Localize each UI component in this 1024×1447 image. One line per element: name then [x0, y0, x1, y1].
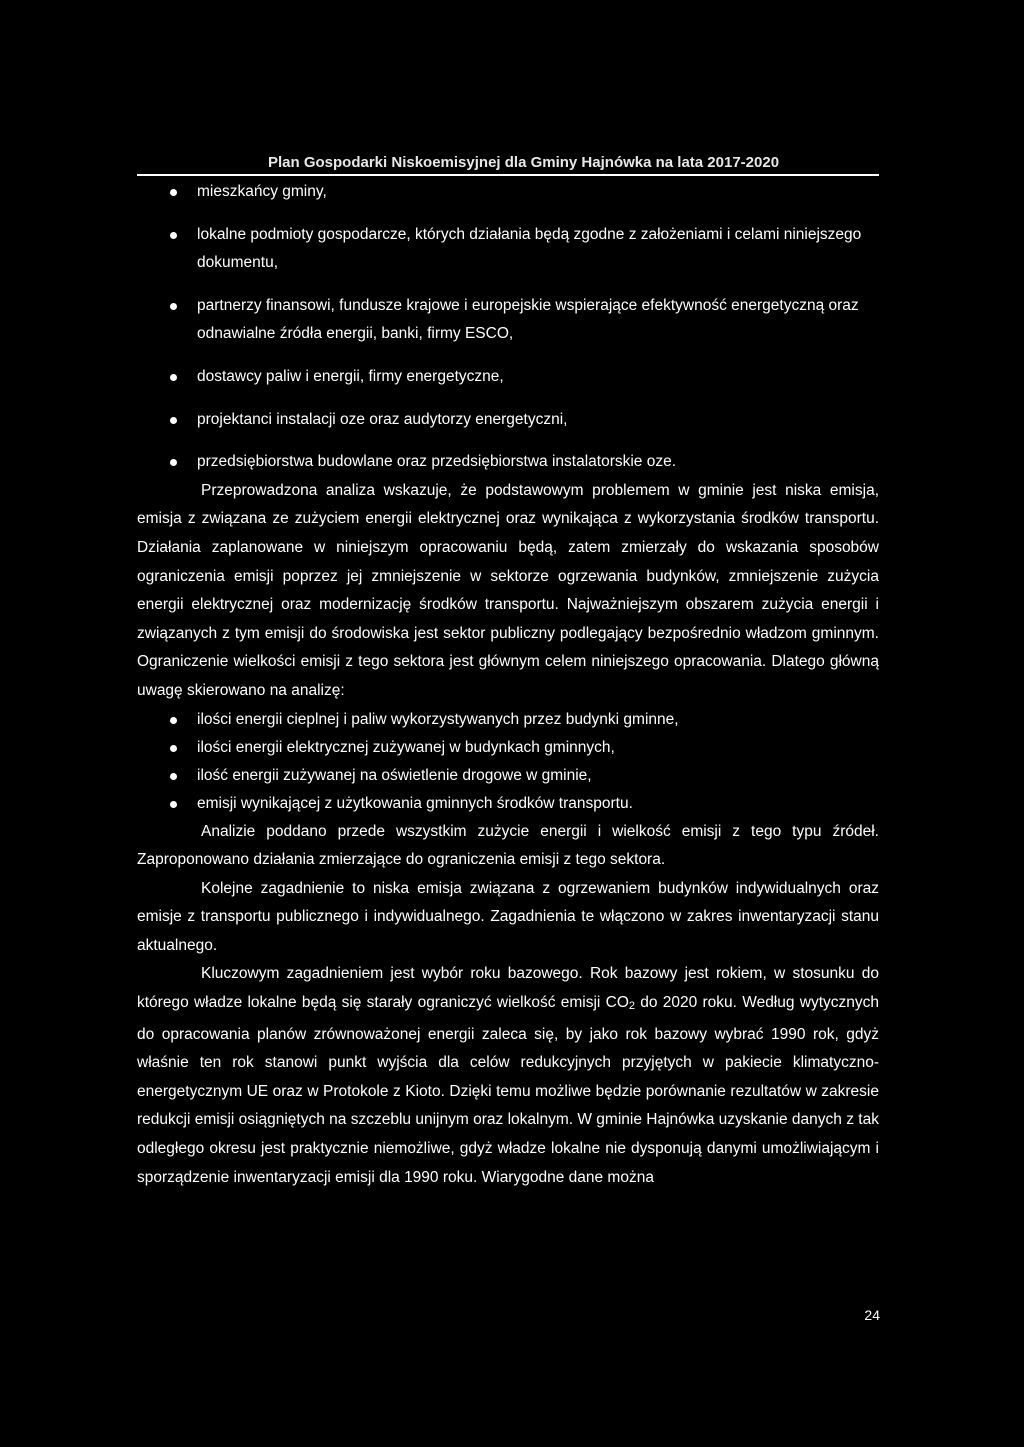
list-item	[137, 790, 879, 818]
page-number: 24	[864, 1307, 880, 1323]
list-item	[137, 363, 879, 392]
list-item-text: ilości energii elektrycznej zużywanej w budynkach gminnych,	[197, 738, 615, 756]
list-item	[137, 178, 879, 207]
list-item-text: emisji wynikającej z użytkowania gminnych środków transportu.	[197, 794, 633, 812]
bullet-icon	[170, 374, 177, 381]
list-item	[137, 762, 879, 790]
analysis-summary-paragraph: Analizie poddano przede wszystkim zużycie energii i wielkość emisji z tego typu źródeł. Zaproponowano działania zmierzające do ograniczenia emisji z tego sektora.	[137, 822, 879, 869]
running-header: Plan Gospodarki Niskoemisyjnej dla Gminy Hajnówka na lata 2017-2020	[268, 154, 780, 171]
list-item-text: projektanci instalacji oze oraz audytorzy energetyczni,	[197, 410, 568, 428]
base-year-text-start: Kluczowym zagadnieniem jest wybór roku bazowego. Rok bazowy jest rokiem, w stosunku do którego władze lokalne będą się starały ograniczyć wielkość emisji CO	[137, 965, 879, 1012]
list-item-text: ilość energii zużywanej na oświetlenie drogowe w gminie,	[197, 766, 592, 784]
bullet-icon	[170, 417, 177, 424]
list-item-text: lokalne podmioty gospodarcze, których działania będą zgodne z założeniami i celami niniejszego dokumentu,	[197, 225, 862, 272]
bullet-icon	[170, 303, 177, 310]
base-year-paragraph	[137, 960, 879, 1192]
analysis-paragraph: Przeprowadzona analiza wskazuje, że podstawowym problemem w gminie jest niska emisja, emisja z związana ze zużyciem energii elektrycznej oraz wynikająca z wykorzystania środków transportu. Działania zaplanowane w niniejszym opracowaniu będą, zatem zmierzały do wskazania sposobów ograniczenia emisji poprzez jej zmniejszenie w sektorze ogrzewania budynków, zmniejszenie zużycia energii elektrycznej oraz modernizację środków transportu. Najważniejszym obszarem zużycia energii i związanych z tym emisji do środowiska jest sektor publiczny podlegający bezpośrednio władzom gminnym. Ograniczenie wielkości emisji z tego sektora jest głównym celem niniejszego opracowania. Dlatego główną uwagę skierowano na analizę:	[137, 481, 879, 699]
header-rule	[137, 174, 879, 176]
bullet-icon	[170, 459, 177, 466]
list-item-text: partnerzy finansowi, fundusze krajowe i europejskie wspierające efektywność energetyczną oraz odnawialne źródła energii, banki, firmy ESCO,	[197, 296, 859, 343]
bullet-icon	[170, 232, 177, 239]
list-item-text: dostawcy paliw i energii, firmy energetyczne,	[197, 367, 504, 385]
list-item-text: ilości energii cieplnej i paliw wykorzystywanych przez budynki gminne,	[197, 710, 679, 728]
bullet-icon	[170, 717, 177, 724]
list-item	[137, 406, 879, 435]
base-year-text-end: do 2020 roku. Według wytycznych do opracowania planów zrównoważonej energii zaleca się, by jako rok bazowy wybrać 1990 rok, gdyż właśnie ten rok stanowi punkt wyjścia dla celów redukcyjnych przyjętych w pakiecie klimatyczno-energetycznym UE oraz w Protokole z Kioto. Dzięki temu możliwe będzie porównanie rezultatów w zakresie redukcji emisji osiągniętych na szczeblu unijnym oraz lokalnym. W gminie Hajnówka uzyskanie danych z tak odległego okresu jest praktycznie niemożliwe, gdyż władze lokalne nie dysponują danymi umożliwiającym i sporządzenie inwentaryzacji emisji dla 1990 roku. Wiarygodne dane można	[137, 994, 879, 1186]
low-emission-paragraph: Kolejne zagadnienie to niska emisja związana z ogrzewaniem budynków indywidualnych oraz emisje z transportu publicznego i indywidualnego. Zagadnienia te włączono w zakres inwentaryzacji stanu aktualnego.	[137, 879, 879, 954]
list-item	[137, 292, 879, 349]
co2-subscript: 2	[628, 1000, 635, 1013]
list-item	[137, 448, 879, 477]
bullet-icon	[170, 801, 177, 808]
list-item	[137, 221, 879, 278]
list-item-text: przedsiębiorstwa budowlane oraz przedsiębiorstwa instalatorskie oze.	[197, 453, 677, 471]
list-item	[137, 734, 879, 762]
bullet-icon	[170, 745, 177, 752]
list-item-text: mieszkańcy gminy,	[197, 183, 327, 200]
bullet-icon	[170, 189, 177, 196]
stakeholder-list	[137, 178, 879, 477]
bullet-icon	[170, 773, 177, 780]
page-body	[137, 178, 879, 1192]
analysis-scope-list	[137, 706, 879, 818]
list-item	[137, 706, 879, 734]
